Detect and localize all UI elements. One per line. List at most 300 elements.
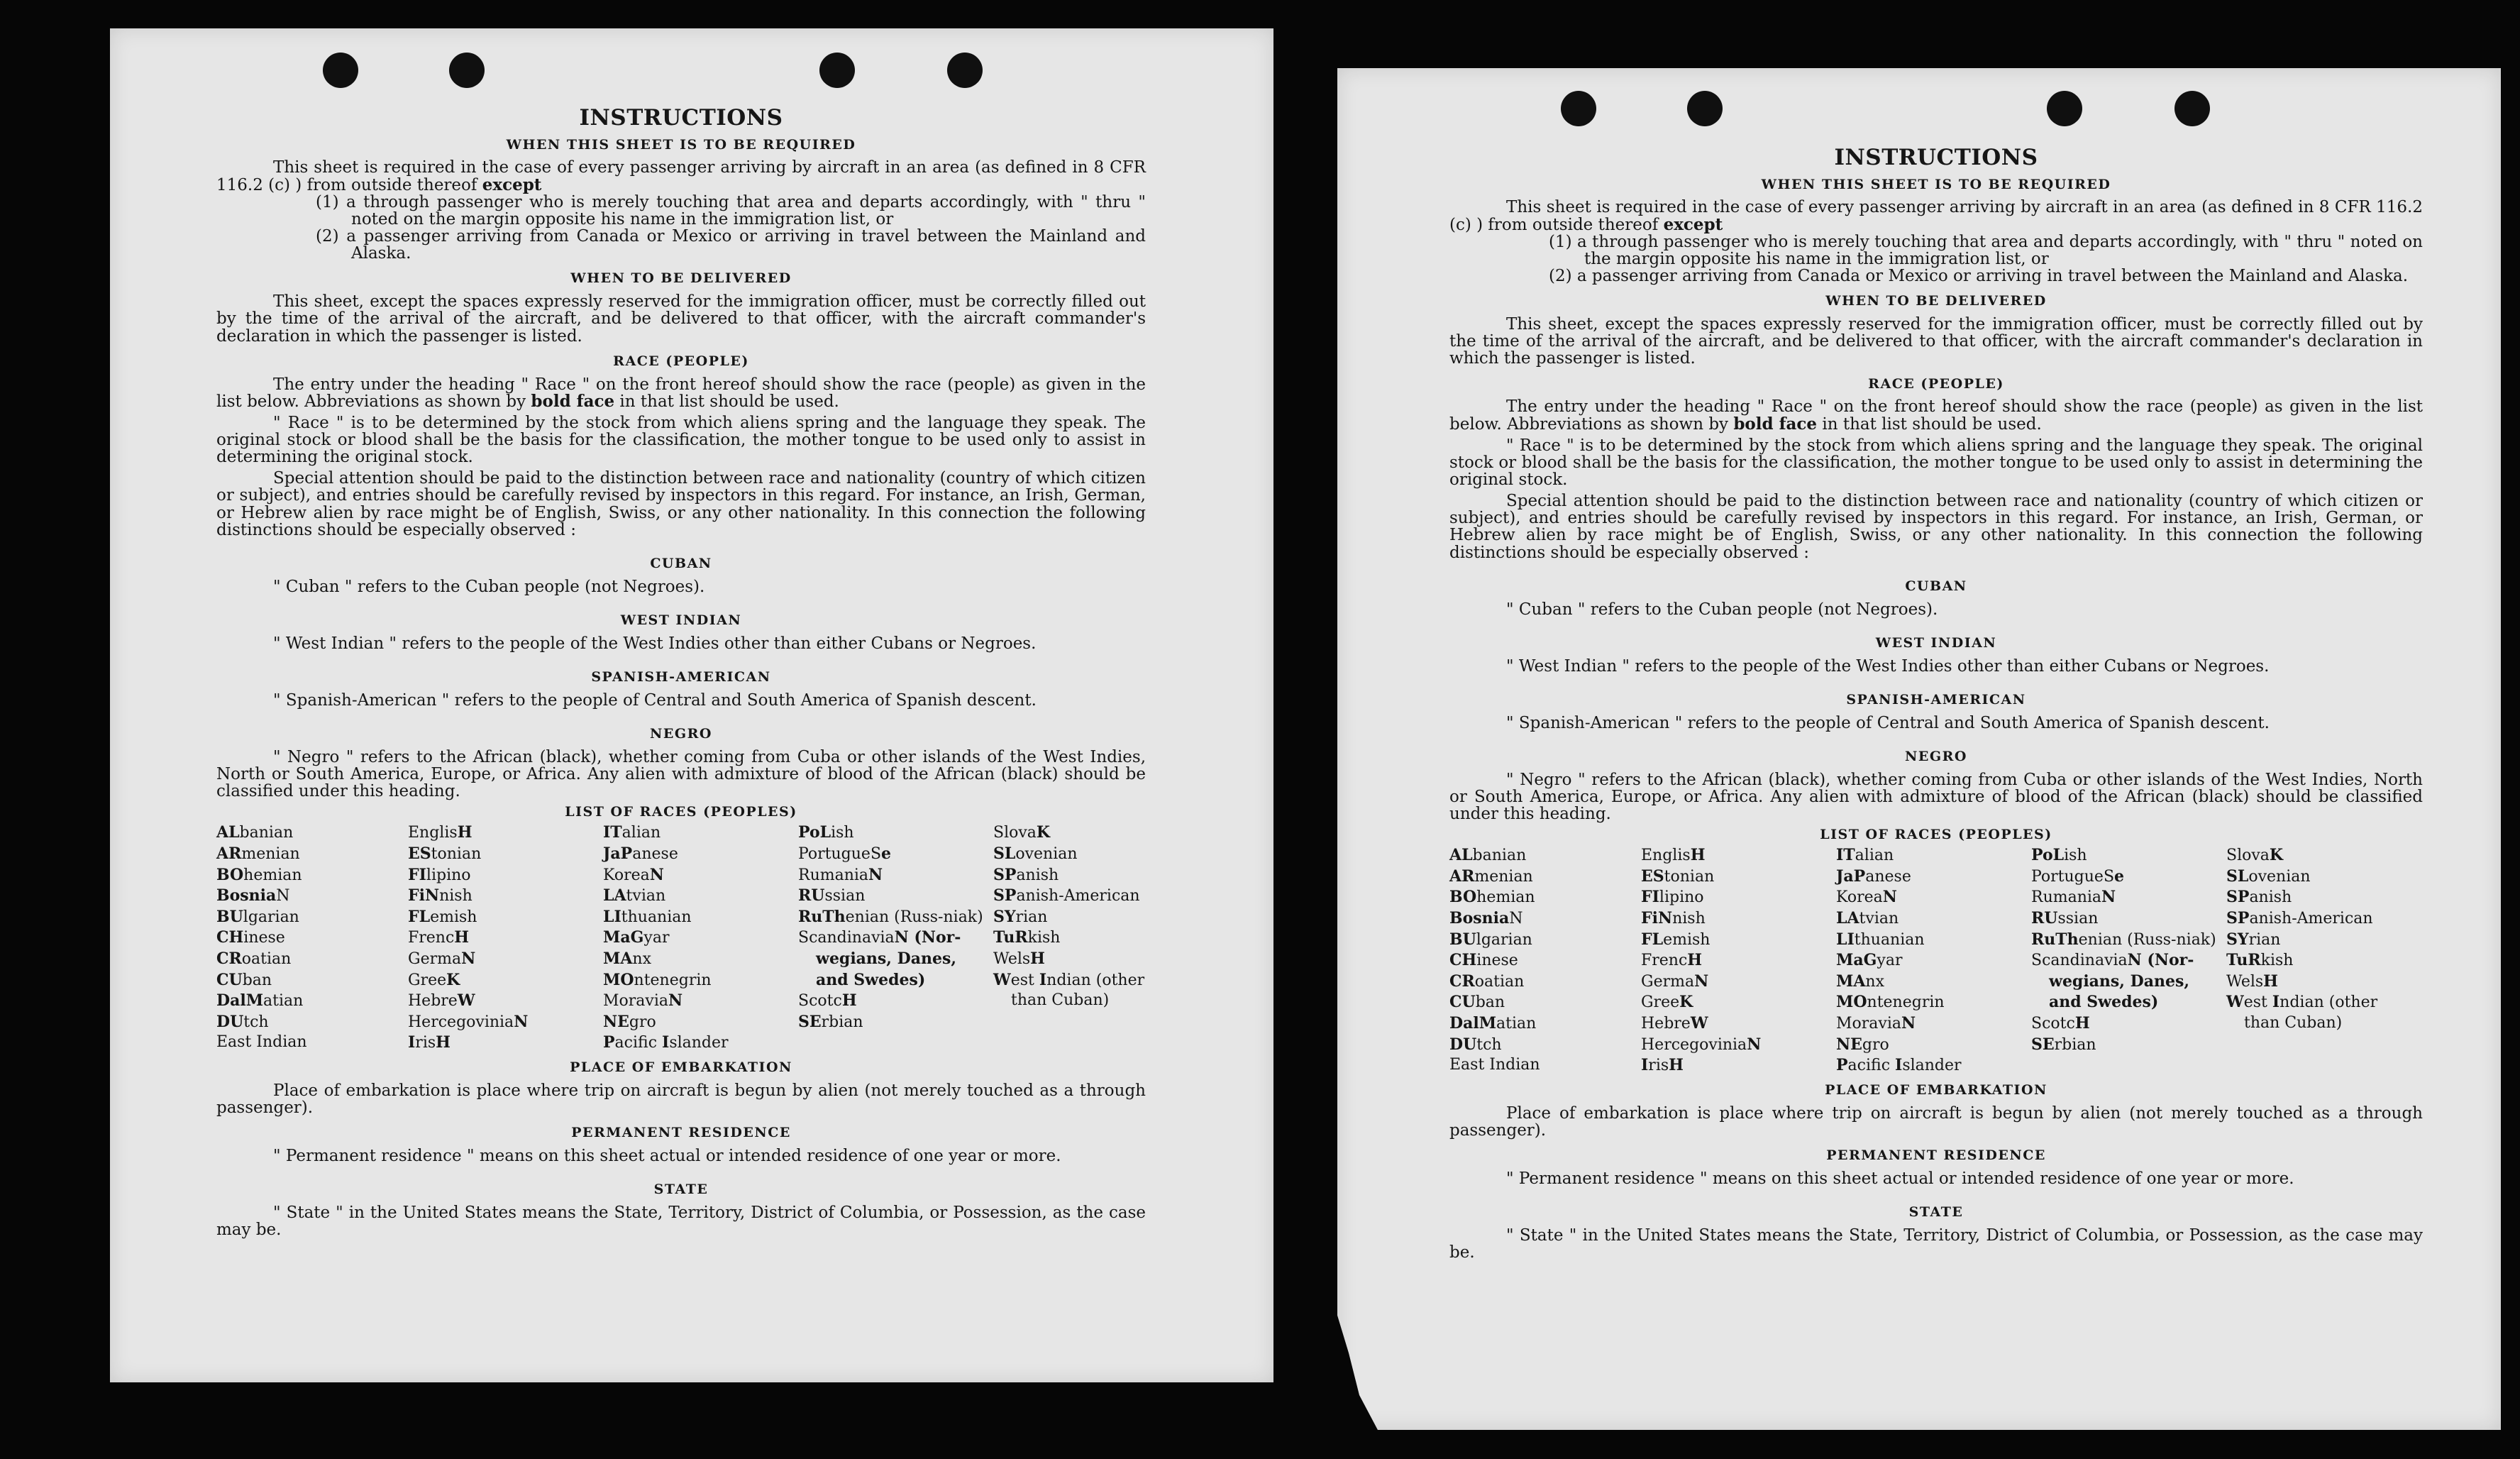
race-name-text: Hercegovinia (408, 1013, 514, 1031)
race-entry (798, 907, 993, 928)
race-entry (1836, 971, 2031, 993)
race-abbreviation: I (2272, 993, 2280, 1012)
race-name-text: Hercegovinia (1641, 1035, 1747, 1054)
race-name-text: inese (1476, 952, 1518, 970)
delivered-paragraph: This sheet, except the spaces expressly reserved for the immigration officer, must be correctly filled out by the time of the arrival of the aircraft, and be delivered to that officer, with the aircraft commander's declaration in which the passenger is listed. (1449, 315, 2423, 368)
race-name-text: Gree (408, 971, 447, 989)
required-text: This sheet is required in the case of every passenger arriving by aircraft in an area (as defined in 8 CFR 116.2 (c) ) from outside thereof (216, 158, 1146, 194)
race-abbreviation: AR (216, 844, 242, 864)
race-abbreviation: CH (1449, 951, 1477, 970)
race-paragraph-1 (216, 376, 1146, 410)
race-name-text: lgarian (1476, 930, 1532, 949)
race-name-text: ris (415, 1034, 436, 1052)
race-name-text: yar (1877, 952, 1903, 970)
race-entry (993, 970, 1153, 1011)
instructions-content (1337, 68, 2501, 1261)
race-name-text: PortugueS (2031, 867, 2115, 886)
race-abbreviation: I (1039, 970, 1047, 989)
race-text: The entry under the heading " Race " on the front hereof should show the race (people) as given in the list below. Abbreviations as shown by (216, 375, 1146, 411)
race-entry (603, 1012, 798, 1033)
races-list (216, 822, 1146, 1054)
race-abbreviation: PoL (798, 823, 831, 842)
race-abbreviation: AL (216, 823, 240, 842)
race-name-text: anese (1865, 867, 1911, 886)
required-item-2: (2) a passenger arriving from Canada or Mexico or arriving in travel between the Mainland and Alaska. (316, 227, 1146, 263)
race-name-text: nx (1865, 972, 1884, 991)
race-entry (408, 970, 603, 991)
race-name-text: Rumania (798, 866, 869, 884)
spanish-american-paragraph: " Spanish-American " refers to the people of Central and South America of Spanish descent. (1506, 713, 2270, 732)
race-entry (993, 844, 1153, 865)
race-entry (603, 844, 798, 865)
race-abbreviation: SY (2226, 930, 2249, 949)
section-heading-west-indian: WEST INDIAN (620, 612, 742, 628)
race-entry (2031, 950, 2226, 1013)
race-entry (1836, 866, 2031, 888)
race-entry (408, 822, 603, 844)
race-abbreviation: LA (603, 886, 626, 905)
race-entry (2031, 930, 2226, 951)
race-entry (798, 1012, 993, 1033)
required-item-2: (2) a passenger arriving from Canada or Mexico or arriving in travel between the Mainland and Alaska. (1549, 267, 2409, 286)
race-abbreviation: TuR (2226, 951, 2261, 970)
section-heading-permanent-residence: PERMANENT RESIDENCE (1826, 1147, 2046, 1164)
race-abbreviation: N (1882, 888, 1897, 907)
west-indian-paragraph: " West Indian " refers to the people of the West Indies other than either Cubans or Negroes. (1506, 656, 2270, 676)
race-abbreviation: JaP (1836, 866, 1866, 886)
race-abbreviation: FI (408, 865, 426, 884)
race-entry (798, 844, 993, 865)
race-name-text: lipino (426, 866, 471, 884)
races-column (603, 822, 798, 1054)
race-abbreviation: N (461, 949, 476, 968)
race-entry (216, 927, 408, 949)
race-name-text: rian (2248, 930, 2281, 949)
race-entry (1449, 1035, 1641, 1056)
page-title: INSTRUCTIONS (1834, 145, 2038, 170)
race-abbreviation: H (1690, 846, 1706, 865)
race-entry (1641, 908, 1836, 930)
race-entry (993, 927, 1153, 949)
race-name-text: tvian (626, 887, 666, 905)
race-name-text: enian (Russ-niak) (845, 908, 983, 926)
race-abbreviation: Bosnia (1449, 909, 1510, 928)
race-abbreviation: RU (798, 886, 825, 905)
race-entry (1836, 930, 2031, 951)
race-name-text: Englis (1641, 847, 1691, 865)
race-abbreviation: FiN (1641, 909, 1673, 928)
race-entry (2226, 866, 2386, 888)
races-column (1836, 845, 2031, 1077)
race-name-text: oatian (1474, 972, 1525, 991)
race-name-text: est (2243, 993, 2272, 1012)
race-name-text: ntenegrin (634, 971, 712, 989)
race-entry (603, 1033, 798, 1054)
west-indian-paragraph: " West Indian " refers to the people of the West Indies other than either Cubans or Negroes. (273, 634, 1037, 653)
race-name-text: Hebre (1641, 1015, 1691, 1033)
race-name-text: Scotc (2031, 1015, 2075, 1033)
race-name-text: tch (1476, 1035, 1502, 1054)
race-abbreviation: Bosnia (216, 886, 277, 905)
race-name-text: tonian (431, 845, 482, 864)
state-paragraph: " State " in the United States means the State, Territory, District of Columbia, or Possession, as the case may be. (1449, 1226, 2423, 1262)
race-abbreviation: DalM (1449, 1014, 1497, 1033)
race-name-text: anish-American (2249, 910, 2373, 928)
race-abbreviation: CU (1449, 993, 1476, 1012)
race-abbreviation: K (1679, 993, 1693, 1012)
race-name-text: lipino (1659, 888, 1704, 907)
race-name-text: atian (1496, 1015, 1537, 1033)
race-abbreviation: MO (1836, 993, 1867, 1012)
race-abbreviation: RuTh (798, 907, 846, 926)
race-abbreviation: W (2226, 993, 2244, 1012)
race-abbreviation: FL (408, 907, 431, 926)
cuban-paragraph: " Cuban " refers to the Cuban people (not Negroes). (273, 577, 705, 596)
required-paragraph (1449, 199, 2423, 233)
race-entry (1641, 845, 1836, 866)
race-entry (2226, 971, 2386, 993)
permanent-residence-paragraph: " Permanent residence " means on this sheet actual or intended residence of one year or more. (273, 1147, 1061, 1166)
race-abbreviation: CH (216, 928, 244, 947)
race-abbreviation: I (1641, 1056, 1649, 1075)
race-entry (216, 844, 408, 865)
race-name-text: nx (632, 949, 651, 968)
race-abbreviation: PoL (2031, 846, 2065, 865)
race-name-text: anese (632, 845, 678, 864)
race-abbreviation: N (Nor-wegians, Danes, and Swedes) (2049, 951, 2194, 1012)
race-name-text: ban (1475, 993, 1505, 1012)
cuban-paragraph: " Cuban " refers to the Cuban people (not Negroes). (1506, 600, 1938, 619)
race-entry (993, 949, 1153, 970)
race-entry (603, 991, 798, 1012)
race-abbreviation: W (457, 991, 475, 1011)
instructions-content (110, 28, 1273, 1238)
section-heading-state: STATE (1908, 1204, 1964, 1221)
race-paragraph-2: " Race " is to be determined by the stock from which aliens spring and the language they speak. The original stock or blood shall be the basis for the classification, the mother tongue to be used only to assist in determining the original stock. (216, 413, 1146, 467)
races-column (2031, 845, 2226, 1077)
race-name-text: ish (831, 824, 854, 842)
race-entry (216, 1033, 408, 1053)
race-entry (408, 991, 603, 1012)
race-name-text: acific (614, 1034, 663, 1052)
race-entry (2226, 887, 2386, 908)
races-column (798, 822, 993, 1054)
race-name-text: gro (1862, 1035, 1889, 1054)
race-abbreviation: SP (993, 865, 1017, 884)
race-entry (798, 886, 993, 907)
race-name-text: Korea (1836, 888, 1883, 907)
race-abbreviation: LI (603, 907, 621, 926)
race-abbreviation: K (1036, 823, 1051, 842)
race-entry (1836, 1013, 2031, 1035)
negro-paragraph: " Negro " refers to the African (black), whether coming from Cuba or other islands of the West Indies, North or South America, Europe, or Africa. Any alien with admixture of blood of the African (black) should be classified under this heading. (1449, 770, 2423, 824)
race-name-text: ovenian (2248, 867, 2311, 886)
section-heading-embarkation: PLACE OF EMBARKATION (570, 1059, 792, 1075)
race-name-text: rbian (2054, 1035, 2096, 1054)
race-name-text: Wels (2226, 972, 2264, 991)
race-entry (1641, 1055, 1836, 1077)
race-entry (1449, 930, 1641, 951)
race-name-text: menian (1474, 867, 1533, 886)
race-entry (216, 907, 408, 928)
page-title: INSTRUCTIONS (579, 105, 783, 131)
races-column (408, 822, 603, 1054)
race-abbreviation: N (1694, 971, 1709, 991)
race-name-text: gro (629, 1013, 656, 1031)
race-abbreviation: H (1030, 949, 1045, 968)
required-item-1: (1) a through passenger who is merely touching that area and departs accordingly, with " thru " noted on the margin opposite his name in the immigration list, or (1549, 232, 2423, 268)
race-entry (1836, 887, 2031, 908)
race-name-text: thuanian (1854, 930, 1925, 949)
race-entry (216, 970, 408, 991)
race-paragraph-3: Special attention should be paid to the distinction between race and nationality (country of which citizen or subject), and entries should be carefully revised by inspectors in this regard. For instance, an Irish, German, or Hebrew alien by race might be of English, Swiss, or any other nationality. In this connection the following distinctions should be especially observed : (216, 469, 1146, 539)
required-except: except (482, 175, 542, 194)
race-name-text: emish (1663, 930, 1711, 949)
race-name-text: thuanian (621, 908, 692, 926)
race-abbreviation: JaP (603, 844, 633, 864)
race-entry (993, 822, 1153, 844)
race-abbreviation: FiN (408, 886, 440, 905)
race-name-text: banian (1472, 847, 1527, 865)
race-name-text: Moravia (1836, 1015, 1901, 1033)
required-paragraph (216, 159, 1146, 193)
race-entry (603, 927, 798, 949)
race-bold-face: bold face (531, 391, 615, 411)
race-abbreviation: N (514, 1012, 529, 1031)
race-abbreviation: ES (1641, 866, 1664, 886)
race-name-text: atian (263, 992, 304, 1011)
race-abbreviation: DalM (216, 991, 264, 1011)
race-name-text: ban (242, 971, 272, 989)
race-text: in that list should be used. (614, 392, 839, 411)
race-entry (216, 1012, 408, 1033)
race-entry (2031, 866, 2226, 888)
race-entry (408, 907, 603, 928)
race-name-text: East Indian (1449, 1056, 1540, 1074)
race-name-text: tvian (1859, 910, 1899, 928)
races-column (216, 822, 408, 1054)
race-abbreviation: SP (993, 886, 1017, 905)
race-name-text: slander (669, 1034, 729, 1052)
race-abbreviation: N (1901, 1014, 1916, 1033)
race-abbreviation: BU (216, 907, 243, 926)
race-name-text: acific (1847, 1057, 1896, 1075)
race-entry (1836, 1055, 2031, 1077)
race-name-text: yar (643, 929, 670, 947)
race-name-text: enian (Russ-niak) (2078, 930, 2216, 949)
race-abbreviation: TuR (993, 928, 1028, 947)
race-abbreviation: BU (1449, 930, 1476, 949)
race-abbreviation: AR (1449, 866, 1475, 886)
race-name-text: ish (2064, 847, 2087, 865)
race-entry (408, 927, 603, 949)
race-abbreviation: LI (1836, 930, 1855, 949)
race-abbreviation: P (1836, 1056, 1848, 1075)
race-abbreviation: N (2101, 888, 2116, 907)
race-name-text: oatian (241, 949, 292, 968)
race-abbreviation: MO (603, 970, 634, 989)
race-entry (2226, 908, 2386, 930)
race-abbreviation: SY (993, 907, 1016, 926)
section-heading-races-list: LIST OF RACES (PEOPLES) (565, 804, 797, 820)
race-abbreviation: SL (993, 844, 1016, 864)
race-paragraph-3: Special attention should be paid to the distinction between race and nationality (country of which citizen or subject), and entries should be carefully revised by inspectors in this regard. For instance, an Irish, German, or Hebrew alien by race might be of English, Swiss, or any other nationality. In this connection the following distinctions should be especially observed : (1449, 492, 2423, 562)
negro-paragraph: " Negro " refers to the African (black), whether coming from Cuba or other islands of the West Indies, North or South America, Europe, or Africa. Any alien with admixture of blood of the African (black) should be classified under this heading. (216, 748, 1146, 801)
race-abbreviation: H (436, 1033, 451, 1052)
race-entry (1449, 1013, 1641, 1035)
race-name-text: est (1010, 971, 1039, 989)
race-entry (216, 822, 408, 844)
race-abbreviation: FI (1641, 888, 1659, 907)
race-abbreviation: N (649, 865, 664, 884)
race-name-text: anish-American (1016, 887, 1140, 905)
race-name-text: nish (439, 887, 472, 905)
race-abbreviation: W (1690, 1014, 1708, 1033)
races-column (1641, 845, 1836, 1077)
section-heading-negro: NEGRO (650, 726, 712, 742)
race-entry (408, 1012, 603, 1033)
race-name-text: Englis (408, 824, 458, 842)
section-heading-cuban: CUBAN (1905, 578, 1967, 594)
race-entry (1836, 908, 2031, 930)
race-name-text: Frenc (1641, 952, 1688, 970)
section-heading-delivered: WHEN TO BE DELIVERED (570, 270, 792, 287)
race-entry (408, 865, 603, 886)
race-name-text: Wels (993, 949, 1031, 968)
race-entry (798, 991, 993, 1012)
race-entry (1449, 908, 1641, 930)
race-name-text: rbian (821, 1013, 863, 1031)
section-heading-required: WHEN THIS SHEET IS TO BE REQUIRED (1761, 176, 2111, 192)
section-heading-spanish-american: SPANISH-AMERICAN (1846, 691, 2026, 708)
race-name-text: ntenegrin (1867, 993, 1945, 1012)
state-paragraph: " State " in the United States means the State, Territory, District of Columbia, or Possession, as the case may be. (216, 1204, 1146, 1240)
section-heading-state: STATE (653, 1182, 709, 1198)
race-name-text: inese (243, 929, 285, 947)
race-entry (603, 949, 798, 970)
race-abbreviation: DU (216, 1012, 244, 1031)
race-entry (1449, 971, 1641, 993)
race-entry (1641, 1035, 1836, 1056)
race-name-text: alian (621, 824, 661, 842)
embarkation-paragraph: Place of embarkation is place where trip on aircraft is begun by alien (not merely touched as a through passenger). (1449, 1103, 2423, 1140)
race-abbreviation: FL (1641, 930, 1664, 949)
race-name-text: ris (1648, 1057, 1669, 1075)
race-entry (408, 949, 603, 970)
race-abbreviation: P (603, 1033, 615, 1052)
spanish-american-paragraph: " Spanish-American " refers to the people of Central and South America of Spanish descent. (273, 690, 1037, 710)
section-heading-west-indian: WEST INDIAN (1875, 634, 1997, 651)
race-abbreviation: NE (603, 1012, 629, 1031)
race-paragraph-2: " Race " is to be determined by the stock from which aliens spring and the language they speak. The original stock or blood shall be the basis for the classification, the mother tongue to be used only to assist in determining the original stock. (1449, 436, 2423, 490)
race-entry (1449, 845, 1641, 866)
race-name-text: ndian (other than Cuban) (1011, 971, 1145, 1010)
race-entry (216, 991, 408, 1012)
race-abbreviation: N (668, 991, 683, 1011)
race-entry (216, 865, 408, 886)
race-entry (1641, 950, 1836, 971)
race-abbreviation: MaG (1836, 951, 1877, 970)
race-abbreviation: BO (1449, 888, 1477, 907)
race-name-text: anish (2249, 888, 2292, 907)
race-abbreviation: W (993, 970, 1011, 989)
race-name-text: kish (1027, 929, 1061, 947)
race-name-text: Slova (993, 824, 1037, 842)
race-name-text: Hebre (408, 992, 458, 1011)
race-name-text: anish (1016, 866, 1059, 884)
race-abbreviation: MA (1836, 971, 1866, 991)
race-entry (1449, 1055, 1641, 1076)
race-abbreviation: N (1747, 1035, 1762, 1054)
race-entry (2031, 887, 2226, 908)
race-entry (603, 865, 798, 886)
race-abbreviation: CR (216, 949, 242, 968)
race-name-text: kish (2260, 952, 2294, 970)
race-abbreviation: H (454, 928, 470, 947)
race-abbreviation: SP (2226, 909, 2250, 928)
race-name-text: nish (1672, 910, 1706, 928)
race-abbreviation: I (1895, 1056, 1903, 1075)
race-abbreviation: I (662, 1033, 670, 1052)
race-entry (798, 927, 993, 991)
race-name-text: ndian (other than Cuban) (2244, 993, 2378, 1033)
race-entry (2226, 992, 2386, 1033)
race-abbreviation: RU (2031, 909, 2058, 928)
race-abbreviation: I (408, 1033, 416, 1052)
race-abbreviation: BO (216, 865, 244, 884)
race-entry (1449, 992, 1641, 1013)
section-heading-spanish-american: SPANISH-AMERICAN (591, 669, 771, 686)
race-entry (1641, 887, 1836, 908)
race-name-text: ovenian (1015, 845, 1078, 864)
race-name-text: hemian (1476, 888, 1535, 907)
race-name-text: Slova (2226, 847, 2270, 865)
race-entry (603, 886, 798, 907)
race-entry (1836, 1035, 2031, 1056)
race-name-text: hemian (243, 866, 302, 884)
race-entry (2226, 930, 2386, 951)
race-name-text: PortugueS (798, 845, 882, 864)
permanent-residence-paragraph: " Permanent residence " means on this sheet actual or intended residence of one year or more. (1506, 1169, 2294, 1188)
race-abbreviation: e (2114, 866, 2125, 886)
race-entry (1836, 950, 2031, 971)
race-name-text: Germa (408, 949, 462, 968)
race-abbreviation: CR (1449, 971, 1475, 991)
section-heading-negro: NEGRO (1905, 748, 1967, 764)
race-abbreviation: K (2269, 846, 2284, 865)
race-name-text: Gree (1641, 993, 1680, 1012)
race-name-text: Rumania (2031, 888, 2102, 907)
race-text: in that list should be used. (1817, 414, 2042, 434)
races-column (1449, 845, 1641, 1077)
race-abbreviation: H (2263, 971, 2278, 991)
race-name-text: emish (430, 908, 477, 926)
race-abbreviation: H (1687, 951, 1703, 970)
race-entry (1641, 992, 1836, 1013)
race-entry (2031, 845, 2226, 866)
race-abbreviation: H (1669, 1056, 1684, 1075)
race-name-text: Scandinavia (798, 929, 895, 947)
race-entry (993, 865, 1153, 886)
race-entry (408, 844, 603, 865)
race-paragraph-1 (1449, 398, 2423, 432)
race-abbreviation: DU (1449, 1035, 1477, 1054)
race-name-text: banian (239, 824, 294, 842)
race-name-text: East Indian (216, 1033, 307, 1052)
race-name-text: menian (241, 845, 300, 864)
section-heading-race: RACE (PEOPLE) (613, 353, 749, 369)
races-list (1449, 845, 2423, 1077)
